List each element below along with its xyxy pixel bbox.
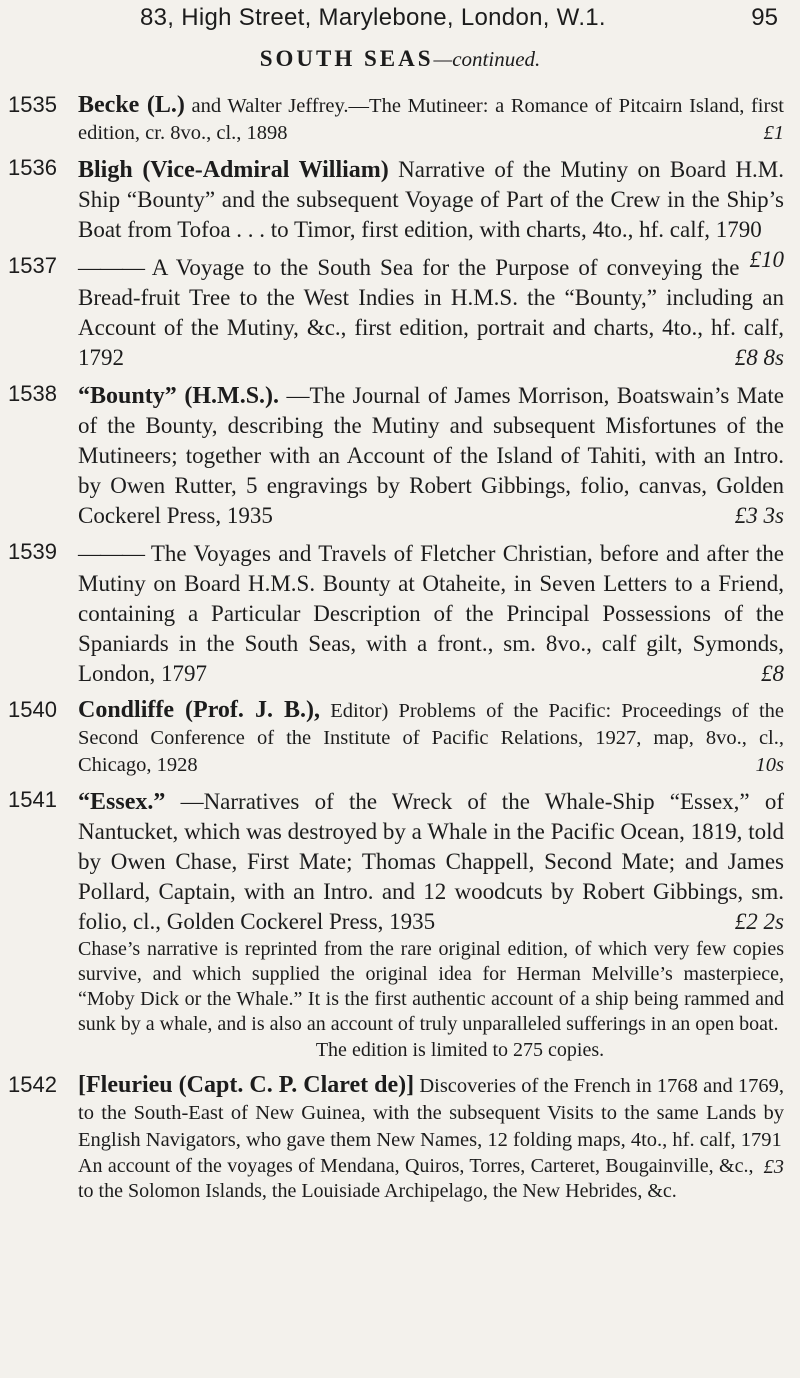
entry-number: 1541: [8, 787, 57, 812]
section-title: [0, 46, 800, 72]
entry-number: 1539: [8, 539, 57, 564]
section-title-text: SOUTH SEAS: [259, 46, 434, 71]
entry-description: A Voyage to the South Sea for the Purpose of conveying the Bread-fruit Tree to the West Indies in H.M.S. the “Bounty,” including an Account of the Mutiny, &c., first edition, portrait and charts, 4to., hf. calf, 1792: [78, 255, 784, 370]
entry-number: 1535: [8, 92, 57, 117]
limited-edition-note: The edition is limited to 275 copies.: [315, 1039, 605, 1061]
entry-author: “Essex.”: [78, 789, 166, 815]
catalogue-entry: [0, 92, 800, 147]
entry-description: The Voyages and Travels of Fletcher Christian, before and after the Mutiny on Board H.M.S. Bounty at Otaheite, in Seven Letters to a Friend, containing a Particular Description of the Principal Possessions of the Spaniards in the South Seas, with a front., sm. 8vo., calf gilt, Symonds, London, 1797: [78, 541, 784, 686]
entry-description: Narrative of the Mutiny on Board H.M. Ship “Bounty” and the subsequent Voyage of Part of the Crew in the Ship’s Boat from Tofoa . . . to Timor, first edition, with charts, 4to., hf. calf, 1790: [78, 157, 785, 242]
catalogue-entry: [0, 381, 800, 531]
entry-price: £3 3s: [734, 503, 784, 528]
catalogue-entry: [0, 787, 800, 1062]
entry-author: “Bounty” (H.M.S.).: [78, 383, 280, 409]
entry-description: Discoveries of the French in 1768 and 1769, to the South-East of New Guinea, with the subsequent Visits to the same Lands by English Navigators, who gave them New Names, 12 folding maps, 4to., hf. calf, 1791: [78, 1075, 784, 1151]
entry-note: Chase’s narrative is reprinted from the rare original edition, of which very few copies survive, and which supplied the original idea for Herman Melville’s masterpiece, “Moby Dick or the Whale.” It is the first authentic account of a ship being rammed and sunk by a whale, and is also an account of truly unparalleled sufferings in an open boat.: [78, 938, 784, 1035]
bookseller-address: 83, High Street, Marylebone, London, W.1.: [140, 4, 606, 31]
entry-note: An account of the voyages of Mendana, Quiros, Torres, Carteret, Bougainville, &c., to the Solomon Islands, the Louisiade Archipelago, the New Hebrides, &c.: [78, 1155, 754, 1202]
entry-author: Bligh (Vice-Admiral William): [78, 157, 389, 183]
catalogue-entry: [0, 253, 800, 373]
section-continued: —continued.: [433, 47, 541, 71]
entry-price: £1: [763, 122, 784, 144]
catalogue-entry: [0, 697, 800, 779]
catalogue-entries: [0, 92, 800, 1212]
entry-number: 1538: [8, 381, 57, 406]
entry-price: £2 2s: [734, 909, 784, 934]
entry-description: —The Journal of James Morrison, Boatswain’s Mate of the Bounty, describing the Mutiny and subsequent Misfortunes of the Mutineers; together with an Account of the Island of Tahiti, with an Intro. by Owen Rutter, 5 engravings by Robert Gibbings, folio, canvas, Golden Cockerel Press, 1935: [78, 383, 784, 528]
entry-price: £8 8s: [734, 345, 784, 370]
entry-price: £10: [749, 247, 784, 272]
entry-description: —Narratives of the Wreck of the Whale-Ship “Essex,” of Nantucket, which was destroyed by a Whale in the Pacific Ocean, 1819, told by Owen Chase, First Mate; Thomas Chappell, Second Mate; and James Pollard, Captain, with an Intro. and 12 woodcuts by Robert Gibbings, sm. folio, cl., Golden Cockerel Press, 1935: [78, 789, 784, 934]
entry-number: 1542: [8, 1072, 57, 1097]
page-header: [0, 0, 800, 36]
entry-author: Condliffe (Prof. J. B.),: [78, 697, 321, 723]
entry-price: £3: [763, 1156, 784, 1178]
entry-description: and Walter Jeffrey.—The Mutineer: a Romance of Pitcairn Island, first edition, cr. 8vo., cl., 1898: [78, 95, 785, 144]
entry-number: 1537: [8, 253, 57, 278]
entry-number: 1536: [8, 155, 57, 180]
page-number: 95: [751, 4, 778, 31]
entry-description: Editor) Problems of the Pacific: Proceedings of the Second Conference of the Institute of Pacific Relations, 1927, map, 8vo., cl., Chicago, 1928: [78, 700, 784, 776]
entry-author: ———: [78, 255, 144, 280]
entry-price: 10s: [755, 754, 784, 776]
entry-number: 1540: [8, 697, 57, 722]
entry-author: [Fleurieu (Capt. C. P. Claret de)]: [78, 1072, 415, 1098]
entry-author: ———: [78, 541, 144, 566]
catalogue-entry: [0, 1072, 800, 1204]
catalogue-entry: [0, 539, 800, 689]
entry-price: £8: [761, 661, 784, 686]
entry-author: Becke (L.): [78, 92, 185, 118]
